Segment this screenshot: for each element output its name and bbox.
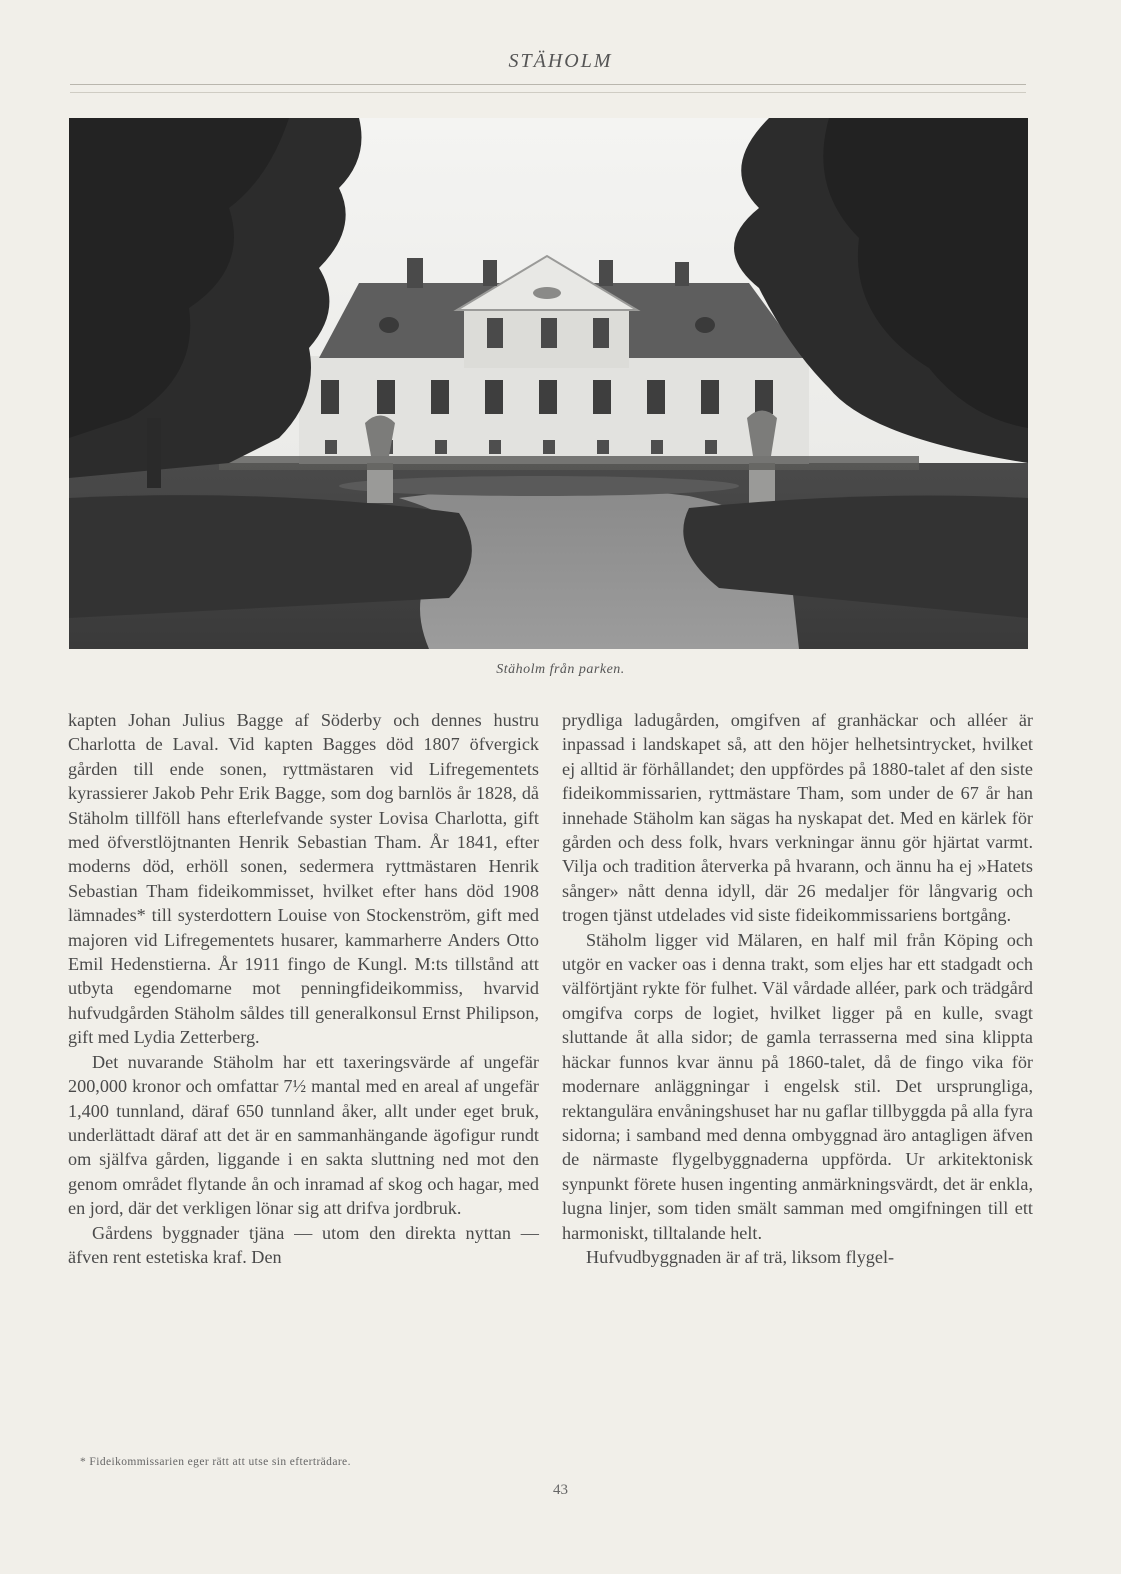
paragraph: prydliga ladugården, omgifven af granhäckar och alléer är inpassad i landskapet så, att den höjer helhetsintrycket, hvilket ej alltid är förhållandet; den uppfördes på 1880-talet af den siste fideikommissarien, ryttmästare Tham, som under de 67 år han innehade Stäholm kan sägas ha nyskapat det. Med en kärlek för gården och dess folk, hvars verkningar ännu gör hjärtat varmt. Vilja och tradition återverka på hvarann, och ännu ha ej »Hatets sånger» nått denna idyll, där 26 medaljer för långvarig och trogen tjänst utdelades vid siste fideikommissariens bortgång. bbox=[562, 710, 1033, 926]
paragraph: Hufvudbyggnaden är af trä, liksom flygel- bbox=[586, 1246, 895, 1267]
paragraph: Det nuvarande Stäholm har ett taxeringsvärde af ungefär 200,000 kronor och omfattar 7½ mantal med en areal af ungefär 1,400 tunnland, däraf 650 tunnland åker, allt under eget bruk, underlättadt däraf att det är en sammanhängande ägofigur rundt om själfva gården, liggande i en sakta sluttning ned mot den genom området flytande ån och inramad af skog och hagar, med en jord, där det verkligen lönar sig att drifva jordbruk. bbox=[68, 1051, 539, 1219]
manor-house-photograph bbox=[69, 118, 1028, 649]
text-column-left bbox=[68, 708, 539, 1269]
footnote: * Fideikommissarien eger rätt att utse sin efterträdare. bbox=[80, 1456, 351, 1468]
paragraph: kapten Johan Julius Bagge af Söderby och dennes hustru Charlotta de Laval. Vid kapten Bagges död 1807 öfvergick gården till ende sonen, ryttmästaren vid Lifregementets kyrassierer Jakob Pehr Erik Bagge, som dog barnlös år 1828, då Stäholm tillföll hans efterlefvande syster Lovisa Charlotta, gift med öfverstlöjtnanten Henrik Sebastian Tham. År 1841, efter moderns död, erhöll sonen, sedermera ryttmästaren Henrik Sebastian Tham fideikommisset, hvilket efter hans död 1908 lämnades* till systerdottern Louise von Stockenström, gift med majoren vid Lifregementets husarer, kammarherre Anders Otto Emil Hedenstierna. År 1911 fingo de Kungl. M:ts tillstånd att utbyta egendomarne mot penningfideikommiss, hvarvid hufvudgården Stäholm såldes till generalkonsul Ernst Philipson, gift med Lydia Zetterberg. bbox=[68, 710, 539, 1048]
paragraph: Stäholm ligger vid Mälaren, en half mil från Köping och utgör en vacker oas i denna trakt, som eljes har ett stadgadt och välförtjänt rykte för fulhet. Väl vårdade alléer, park och trädgård omgifva corps de logiet, hvilket ligger på en kulle, svagt sluttande åt alla sidor; de gamla terrasserna med sina klippta häckar funnos kvar ännu på 1860-talet, då de fingo vika för modernare anläggningar i engelsk stil. Det ursprungliga, rektangulära envåningshuset har nu gaflar tillbyggda på alla fyra sidorna; i samband med denna ombyggnad äro antagligen äfven de närmaste flygelbyggnaderna uppförda. Ur arkitektonisk synpunkt förete husen ingenting anmärkningsvärdt, det är enkla, lugna linjer, som tiden smält samman med omgifningen till ett harmoniskt, tilltalande helt. bbox=[562, 929, 1033, 1243]
header-rule bbox=[70, 84, 1026, 85]
figure-caption: Stäholm från parken. bbox=[496, 662, 625, 677]
running-title: STÄHOLM bbox=[508, 50, 613, 72]
text-column-right bbox=[562, 708, 1033, 1269]
header-rule-thin bbox=[70, 92, 1026, 93]
page-number: 43 bbox=[553, 1482, 568, 1498]
paragraph: Gårdens byggnader tjäna — utom den direkta nyttan — äfven rent estetiska kraf. Den bbox=[68, 1222, 539, 1267]
